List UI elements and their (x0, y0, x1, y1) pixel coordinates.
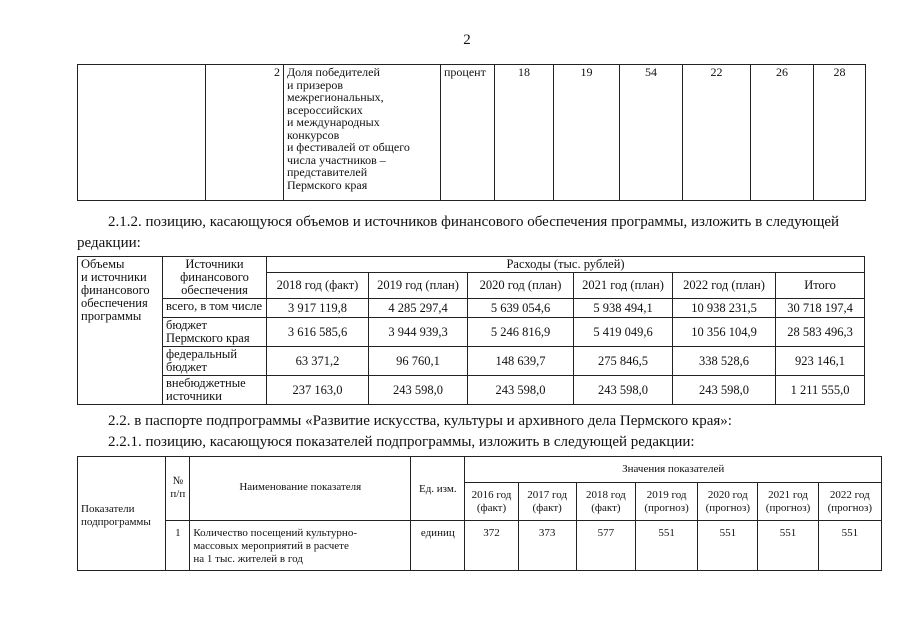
value-cell: 577 (576, 521, 635, 571)
value-cell: 22 (683, 65, 751, 201)
value-cell: 3 616 585,6 (267, 318, 369, 347)
value-cell: 63 371,2 (267, 347, 369, 376)
table-row (78, 299, 865, 318)
value-cell: 275 846,5 (574, 347, 673, 376)
value-cell: 5 246 816,9 (468, 318, 574, 347)
paragraph-2-1-2: 2.1.2. позицию, касающуюся объемов и источников финансового обеспечения программы, изложить в следующей (108, 214, 840, 230)
value-cell: 28 583 496,3 (776, 318, 865, 347)
header-year: 2022 год (прогноз) (818, 483, 881, 521)
row-number: 1 (166, 521, 190, 571)
indicator-table-continuation (77, 64, 866, 201)
value-cell: 923 146,1 (776, 347, 865, 376)
page-number: 2 (463, 32, 471, 48)
value-cell: 243 598,0 (468, 376, 574, 405)
value-cell: 372 (465, 521, 518, 571)
value-cell: 26 (751, 65, 814, 201)
indicator-name: Количество посещений культурно- массовых мероприятий в расчете на 1 тыс. жителей в год (190, 521, 411, 571)
row-label: внебюджетные источники (163, 376, 267, 405)
value-cell: 551 (698, 521, 758, 571)
value-cell: 3 944 939,3 (369, 318, 468, 347)
table-row (78, 376, 865, 405)
value-cell: 243 598,0 (574, 376, 673, 405)
header-year: 2022 год (план) (673, 273, 776, 299)
row-label: всего, в том числе (163, 299, 267, 318)
header-year: 2018 год (факт) (267, 273, 369, 299)
header-expenses: Расходы (тыс. рублей) (267, 257, 865, 273)
header-year: 2017 год (факт) (518, 483, 576, 521)
financing-table (77, 256, 865, 405)
value-cell: 373 (518, 521, 576, 571)
table-row (78, 318, 865, 347)
header-year: 2020 год (прогноз) (698, 483, 758, 521)
paragraph-2-2: 2.2. в паспорте подпрограммы «Развитие искусства, культуры и архивного дела Пермского края»: (108, 413, 732, 429)
header-year: 2019 год (прогноз) (635, 483, 697, 521)
row-label: федеральный бюджет (163, 347, 267, 376)
header-unit: Ед. изм. (411, 457, 465, 521)
header-indicators: Показатели подпрограммы (78, 457, 166, 571)
value-cell: 10 938 231,5 (673, 299, 776, 318)
header-year: 2021 год (прогноз) (758, 483, 818, 521)
value-cell: 10 356 104,9 (673, 318, 776, 347)
row-number: 2 (206, 65, 284, 201)
header-year: 2019 год (план) (369, 273, 468, 299)
value-cell: 551 (818, 521, 881, 571)
indicator-name: Доля победителей и призеров межрегиональных, всероссийских и международных конкурсов и фестивалей от общего числа участников – представителей Пермского края (284, 65, 441, 201)
value-cell: 551 (758, 521, 818, 571)
value-cell: 19 (554, 65, 620, 201)
header-volumes: Объемы и источники финансового обеспечения программы (78, 257, 163, 405)
value-cell: 18 (495, 65, 554, 201)
row-label: бюджет Пермского края (163, 318, 267, 347)
header-sources: Источники финансового обеспечения (163, 257, 267, 299)
value-cell: 1 211 555,0 (776, 376, 865, 405)
value-cell: 5 639 054,6 (468, 299, 574, 318)
header-name: Наименование показателя (190, 457, 411, 521)
value-cell: 148 639,7 (468, 347, 574, 376)
value-cell: 3 917 119,8 (267, 299, 369, 318)
value-cell: 237 163,0 (267, 376, 369, 405)
indicator-unit: единиц (411, 521, 465, 571)
header-total: Итого (776, 273, 865, 299)
header-year: 2018 год (факт) (576, 483, 635, 521)
indicator-unit: процент (441, 65, 495, 201)
header-num: № п/п (166, 457, 190, 521)
empty-cell (78, 65, 206, 201)
value-cell: 243 598,0 (673, 376, 776, 405)
table-row (78, 347, 865, 376)
header-year: 2016 год (факт) (465, 483, 518, 521)
paragraph-2-1-2-cont: редакции: (77, 235, 141, 251)
value-cell: 338 528,6 (673, 347, 776, 376)
value-cell: 551 (635, 521, 697, 571)
value-cell: 5 938 494,1 (574, 299, 673, 318)
value-cell: 28 (814, 65, 866, 201)
value-cell: 54 (620, 65, 683, 201)
subprogram-indicators-table (77, 456, 882, 571)
value-cell: 4 285 297,4 (369, 299, 468, 318)
header-year: 2020 год (план) (468, 273, 574, 299)
value-cell: 5 419 049,6 (574, 318, 673, 347)
value-cell: 30 718 197,4 (776, 299, 865, 318)
value-cell: 243 598,0 (369, 376, 468, 405)
paragraph-2-2-1: 2.2.1. позицию, касающуюся показателей подпрограммы, изложить в следующей редакции: (108, 434, 695, 450)
value-cell: 96 760,1 (369, 347, 468, 376)
header-values: Значения показателей (465, 457, 882, 483)
header-year: 2021 год (план) (574, 273, 673, 299)
table-row (78, 521, 882, 571)
